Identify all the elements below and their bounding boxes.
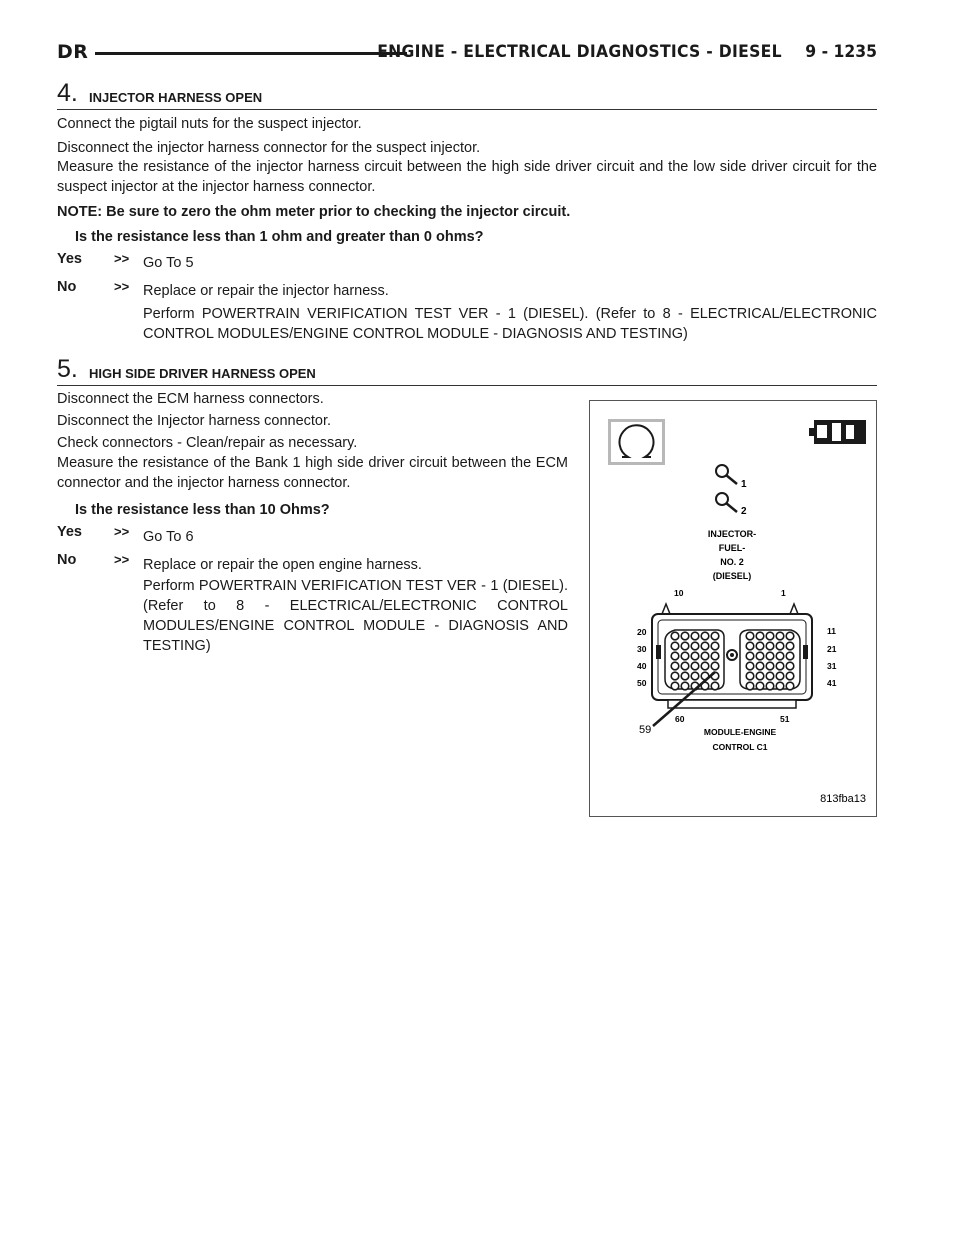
pin-cavity — [786, 642, 794, 650]
step-5-yes-arrow: >> — [114, 524, 130, 539]
pin-cavity — [701, 652, 709, 660]
pin-cavity — [746, 662, 754, 670]
step-5-no-text-2: Perform POWERTRAIN VERIFICATION TEST VER - 1 (DIESEL). (Refer to 8 - ELECTRICAL/ELECTRONIC CONTROL MODULES/ENGINE CONTROL MODULE - DIAGNOSIS AND TESTING) — [143, 578, 568, 654]
pin-cavity — [766, 632, 774, 640]
module-label-line-2: CONTROL C1 — [712, 742, 768, 752]
pin-cavity — [701, 642, 709, 650]
pin-cavity — [711, 642, 719, 650]
pin-cavity — [711, 632, 719, 640]
pin-cavity — [766, 662, 774, 670]
injector-label-line-4: (DIESEL) — [712, 571, 752, 581]
injector-label-line-1: INJECTOR- — [707, 529, 757, 539]
pin-cavity — [786, 672, 794, 680]
pin-cavity — [776, 672, 784, 680]
pin-label-51: 51 — [780, 714, 790, 724]
step-5-no-label: No — [57, 552, 77, 568]
step-4-no-arrow: >> — [114, 279, 130, 294]
pin-cavity — [691, 632, 699, 640]
pin-cavity — [756, 682, 764, 690]
step-4-yes-label: Yes — [57, 251, 82, 267]
pin-cavity — [786, 662, 794, 670]
step-4-yes-text: Go To 5 — [143, 255, 194, 271]
pin-cavity — [766, 652, 774, 660]
step-4-paragraph-1: Connect the pigtail nuts for the suspect injector. — [57, 116, 362, 132]
pin-label-41: 41 — [827, 678, 837, 688]
pin-cavity — [766, 672, 774, 680]
step-5-no-text: Replace or repair the open engine harness. — [143, 557, 422, 573]
pin-cavity — [786, 652, 794, 660]
pin-cavity — [681, 672, 689, 680]
connector-icon — [809, 420, 866, 444]
pin-label-31: 31 — [827, 661, 837, 671]
pin-cavity — [766, 642, 774, 650]
page-header — [57, 41, 877, 65]
step-4-paragraph-2: Disconnect the injector harness connector for the suspect injector. — [57, 140, 481, 156]
pin-cavity — [701, 662, 709, 670]
pin-cavity — [746, 632, 754, 640]
step-4-heading — [57, 80, 877, 110]
step-title: INJECTOR HARNESS OPEN — [89, 90, 263, 105]
step-5-paragraph-4: Measure the resistance of the Bank 1 high side driver circuit between the ECM connector and the injector harness connector. — [57, 455, 568, 491]
pin-cavity — [681, 642, 689, 650]
pin-label-11: 11 — [827, 626, 836, 636]
ohm-meter-icon — [608, 419, 665, 465]
step-5-question: Is the resistance less than 10 Ohms? — [75, 502, 330, 518]
pin-cavity — [756, 642, 764, 650]
pin-cavity — [681, 632, 689, 640]
pin-cavity — [711, 662, 719, 670]
step-5-no-arrow: >> — [114, 552, 130, 567]
probe-icon — [716, 465, 737, 512]
pin-cavity — [776, 652, 784, 660]
step-number: 4. — [57, 79, 78, 107]
pin-label-20: 20 — [637, 627, 647, 637]
figure-code: 813fba13 — [820, 793, 866, 805]
pin-cavity — [776, 642, 784, 650]
pin-cavity — [691, 642, 699, 650]
injector-label-line-3: NO. 2 — [720, 557, 744, 567]
pin-label-59: 59 — [639, 724, 652, 736]
pin-cavity — [756, 662, 764, 670]
pin-label-30: 30 — [637, 644, 647, 654]
probe-1-label: 1 — [741, 479, 747, 490]
step-5-paragraph-1: Disconnect the ECM harness connectors. — [57, 391, 324, 407]
pin-cavity — [766, 682, 774, 690]
header-model: DR — [57, 41, 89, 63]
pin-cavity — [786, 682, 794, 690]
pin-cavity — [671, 682, 679, 690]
pin-label-50: 50 — [637, 678, 647, 688]
step-4-question: Is the resistance less than 1 ohm and greater than 0 ohms? — [75, 229, 484, 245]
pin-label-60: 60 — [675, 714, 685, 724]
step-4-yes-arrow: >> — [114, 251, 130, 266]
pin-cavity — [681, 662, 689, 670]
header-rule — [95, 52, 407, 55]
module-label-line-1: MODULE-ENGINE — [703, 727, 777, 737]
pin-cavity — [691, 662, 699, 670]
ecm-connector — [652, 604, 812, 708]
pin-cavity — [671, 652, 679, 660]
pin-cavity — [671, 672, 679, 680]
header-title: ENGINE - ELECTRICAL DIAGNOSTICS - DIESEL — [377, 42, 782, 62]
step-number: 5. — [57, 355, 78, 383]
injector-label-line-2: FUEL- — [718, 543, 746, 553]
step-4-note: NOTE: Be sure to zero the ohm meter prior to checking the injector circuit. — [57, 204, 571, 220]
pin-cavity — [776, 682, 784, 690]
step-5-paragraph-2: Disconnect the Injector harness connector. — [57, 413, 332, 429]
connector-diagram — [589, 400, 877, 817]
pin-cavity — [711, 652, 719, 660]
pin-cavity — [691, 672, 699, 680]
pin-cavity — [756, 672, 764, 680]
pin-cavity — [756, 652, 764, 660]
pin-cavity — [681, 652, 689, 660]
step-4-no-label: No — [57, 279, 77, 295]
pin-label-21: 21 — [827, 644, 837, 654]
pin-cavity — [786, 632, 794, 640]
pin-cavity — [746, 642, 754, 650]
pin-cavity — [681, 682, 689, 690]
step-5-yes-label: Yes — [57, 524, 82, 540]
pin-cavity — [746, 672, 754, 680]
pin-label-1: 1 — [781, 588, 786, 598]
pin-label-40: 40 — [637, 661, 647, 671]
step-4-no-text-2: Perform POWERTRAIN VERIFICATION TEST VER - 1 (DIESEL). (Refer to 8 - ELECTRICAL/ELECTRONIC CONTROL MODULES/ENGINE CONTROL MODULE - DIAGNOSIS AND TESTING) — [143, 306, 877, 342]
pin-cavity — [776, 632, 784, 640]
pin-cavity — [671, 632, 679, 640]
pin-cavity — [746, 652, 754, 660]
step-title: HIGH SIDE DRIVER HARNESS OPEN — [89, 366, 316, 381]
pin-cavity — [711, 682, 719, 690]
probe-2-label: 2 — [741, 506, 747, 517]
step-4-paragraph-3: Measure the resistance of the injector harness circuit between the high side driver circuit and the low side driver circuit for the suspect injector at the injector harness connector. — [57, 159, 877, 195]
step-5-yes-text: Go To 6 — [143, 529, 194, 545]
pin-cavity — [691, 652, 699, 660]
step-4-no-text: Replace or repair the injector harness. — [143, 283, 389, 299]
pin-cavity — [671, 642, 679, 650]
pin-cavity — [756, 632, 764, 640]
step-5-paragraph-3: Check connectors - Clean/repair as necessary. — [57, 435, 358, 451]
pin-cavity — [701, 632, 709, 640]
pin-cavity — [776, 662, 784, 670]
pin-cavity — [746, 682, 754, 690]
pin-cavity — [671, 662, 679, 670]
header-page-number: 9 - 1235 — [805, 42, 877, 62]
pin-label-10: 10 — [674, 588, 684, 598]
step-5-heading — [57, 356, 877, 386]
